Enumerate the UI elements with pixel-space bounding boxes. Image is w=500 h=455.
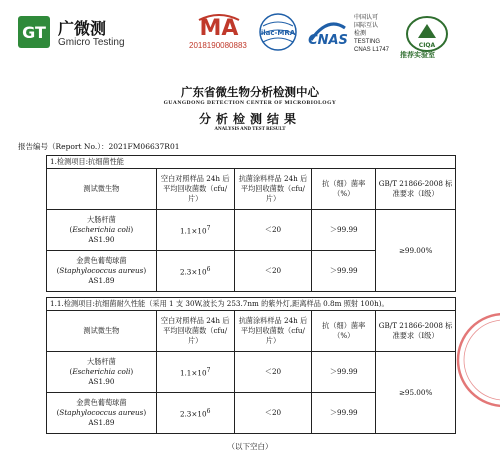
brand-name-en: Gmicro Testing <box>58 37 125 48</box>
report-title-en: ANALYSIS AND TEST RESULT <box>214 127 286 132</box>
cnas-logo <box>305 14 351 52</box>
microbe-cell: 大肠杆菌 (Escherichia coli) AS1.90 <box>47 210 157 251</box>
requirement-cell: ≥99.00% <box>376 210 456 292</box>
table-header-row <box>47 311 456 352</box>
requirement-cell: ≥95.00% <box>376 352 456 434</box>
antibacterial-durability-table <box>46 297 456 434</box>
blank-count-cell: $2.3\times 10^6$ <box>156 393 234 434</box>
red-seal-stamp <box>452 300 500 420</box>
table-row <box>47 352 456 393</box>
treated-count-cell: ＜20 <box>234 210 312 251</box>
svg-text:MA: MA <box>199 16 239 40</box>
cma-logo <box>195 14 243 40</box>
report-title-cn: 分析检测结果 <box>198 112 301 126</box>
microbe-cell: 金黄色葡萄球菌 (Staphylococcus aureus) AS1.89 <box>47 251 157 292</box>
microbe-cell: 金黄色葡萄球菌 (Staphylococcus aureus) AS1.89 <box>47 393 157 434</box>
header-cell: 测试微生物 <box>47 169 157 210</box>
report-number: 报告编号（Report No.）：2021FM06637R01 <box>18 142 180 151</box>
header-cell: 抗菌涂料样品 24h 后平均回收菌数（cfu/片） <box>234 311 312 352</box>
header-cell: 空白对照样品 24h 后平均回收菌数（cfu/片） <box>156 169 234 210</box>
recommended-lab-label: 推荐实验室 <box>400 51 435 59</box>
treated-count-cell: ＜20 <box>234 251 312 292</box>
header-cell: 抗菌涂料样品 24h 后平均回收菌数（cfu/片） <box>234 169 312 210</box>
brand-name-cn: 广微测 <box>58 19 107 38</box>
rate-cell: ＞99.99 <box>312 251 376 292</box>
center-title-cn: 广东省微生物分析检测中心 <box>181 85 319 99</box>
table-header-row <box>47 169 456 210</box>
rate-cell: ＞99.99 <box>312 352 376 393</box>
treated-count-cell: ＜20 <box>234 393 312 434</box>
header-cell: 抗（细）菌率（%） <box>312 311 376 352</box>
antibacterial-table <box>46 155 456 292</box>
gmicro-logo: GT <box>18 16 50 48</box>
section-title: 1.检测项目:抗细菌性能 <box>47 156 456 169</box>
rate-cell: ＞99.99 <box>312 393 376 434</box>
section-title: 1.1.检测项目:抗细菌耐久性能（采用 1 支 30W,波长为 253.7nm 的紫外灯,距离样品 0.8m 照射 100h)。 <box>47 298 456 311</box>
blank-count-cell: $1.1\times 10^7$ <box>156 210 234 251</box>
header-cell: 测试微生物 <box>47 311 157 352</box>
treated-count-cell: ＜20 <box>234 352 312 393</box>
svg-text:ilac-MRA: ilac-MRA <box>260 29 296 37</box>
rate-cell: ＞99.99 <box>312 210 376 251</box>
header-cell: GB/T 21866-2008 标准要求（Ⅰ级） <box>376 169 456 210</box>
svg-text:CIQA: CIQA <box>418 42 436 49</box>
header-cell: 空白对照样品 24h 后平均回收菌数（cfu/片） <box>156 311 234 352</box>
cma-number: 2018190080883 <box>189 41 247 50</box>
ilac-mra-logo <box>255 12 301 52</box>
header-cell: 抗（细）菌率（%） <box>312 169 376 210</box>
blank-count-cell: $1.1\times 10^7$ <box>156 352 234 393</box>
microbe-cell: 大肠杆菌 (Escherichia coli) AS1.90 <box>47 352 157 393</box>
blank-count-cell: $2.3\times 10^6$ <box>156 251 234 292</box>
center-title-en: GUANGDONG DETECTION CENTER OF MICROBIOLOGY <box>163 100 337 106</box>
blank-below-note: （以下空白） <box>227 442 273 451</box>
header-cell: GB/T 21866-2008 标准要求（Ⅰ级） <box>376 311 456 352</box>
table-row <box>47 210 456 251</box>
svg-text:CNAS: CNAS <box>308 33 348 48</box>
cnas-accreditation-text: 中国认可 国际互认 检测 TESTING CNAS L1747 <box>354 15 390 53</box>
